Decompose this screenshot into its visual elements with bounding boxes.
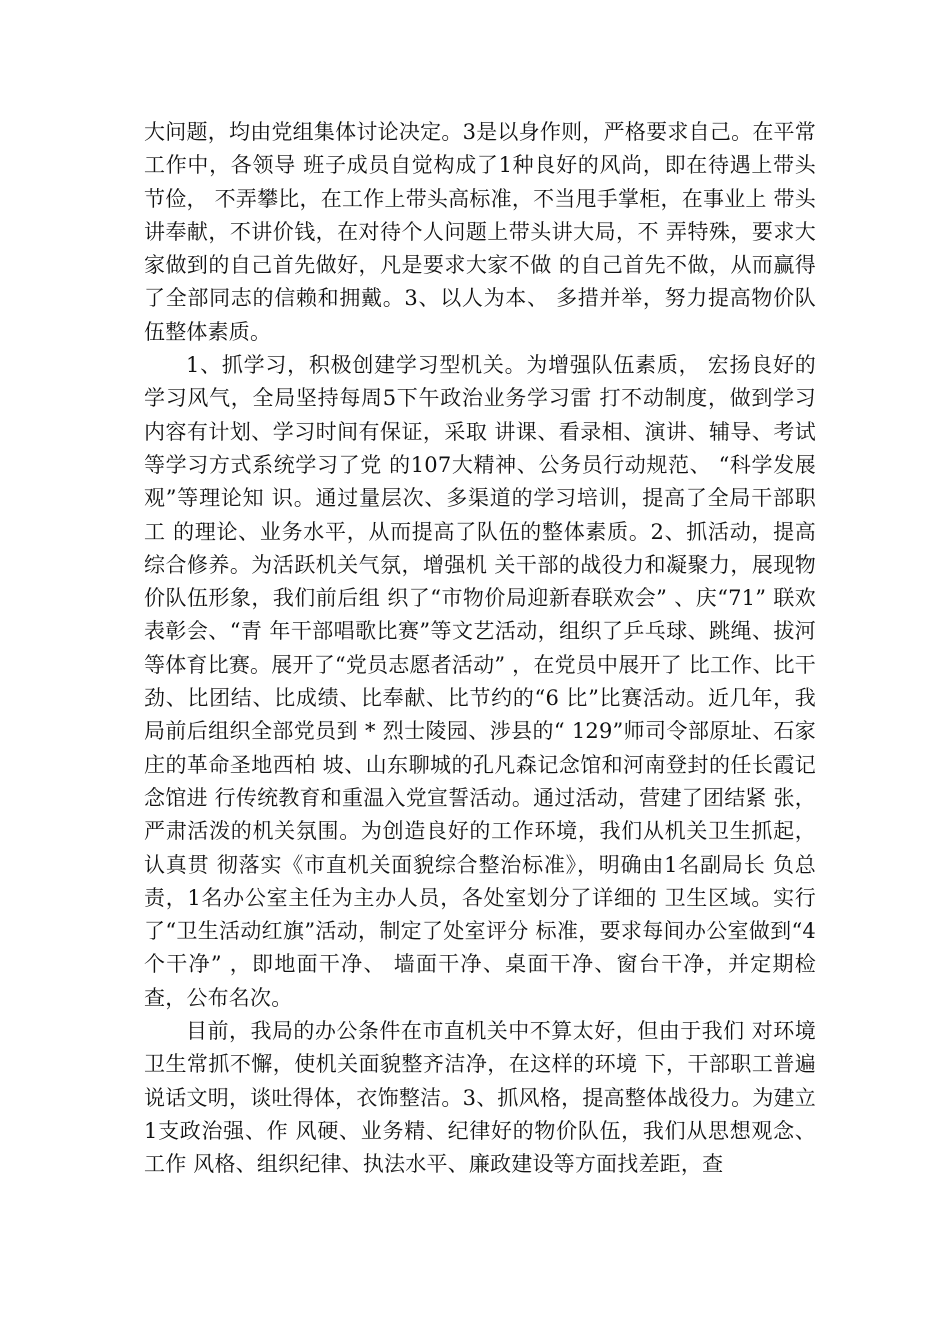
paragraph-2: 1、抓学习，积极创建学习型机关。为增强队伍素质， 宏扬良好的学习风气，全局坚持每周5下午政治业务学习雷 打不动制度，做到学习内容有计划、学习时间有保证，采取 讲课、看录相、演讲、辅导、考试等学习方式系统学习了党 的107大精神、公务员行动规范、 “科学发展观”等理论知 识。通过量层次、多渠道的学习培训，提高了全局干部职工 的理论、业务水平，从而提高了队伍的整体素质。2、抓活动，提高综合修养。为活跃机关气氛，增强机 关干部的战役力和凝聚力，展现物价队伍形象，我们前后组 织了“市物价局迎新春联欢会” 、庆“71” 联欢表彰会、“青 年干部唱歌比赛”等文艺活动，组织了乒乓球、跳绳、拔河 等体育比赛。展开了“党员志愿者活动” ，在党员中展开了 比工作、比干劲、比团结、比成绩、比奉献、比节约的“6 比”比赛活动。近几年，我局前后组织全部党员到 * 烈士陵园、涉县的“ 129”师司令部原址、石家庄的革命圣地西柏 坡、山东聊城的孔凡森记念馆和河南登封的任长霞记念馆进 行传统教育和重温入党宣誓活动。通过活动，营建了团结紧 张，严肃活泼的机关氛围。为创造良好的工作环境，我们从机关卫生抓起，认真贯 彻落实《市直机关面貌综合整治标准》，明确由1名副局长 负总责，1名办公室主任为主办人员，各处室划分了详细的 卫生区域。实行了“卫生活动红旗”活动，制定了处室评分 标准，要求每间办公室做到“4个干净” ，即地面干净、 墙面干净、桌面干净、窗台干净，并定期检查，公布名次。 [144, 353, 816, 1010]
paragraph-3: 目前，我局的办公条件在市直机关中不算太好，但由于我们 对环境卫生常抓不懈，使机关面貌整齐洁净，在这样的环境 下，干部职工普遍说话文明，谈吐得体，衣饰整洁。3、抓风格，提高整体战役力。为建立1支政治强、作 风硬、业务精、纪律好的物价队伍，我们从思想观念、工作 风格、组织纪律、执法水平、廉政建设等方面找差距，查 [144, 1019, 816, 1177]
paragraph-1: 大问题，均由党组集体讨论决定。3是以身作则，严格要求自己。在平常工作中，各领导 班子成员自觉构成了1种良好的风尚，即在待遇上带头节俭， 不弄攀比，在工作上带头高标准，不当甩手掌柜，在事业上 带头讲奉献，不讲价钱，在对待个人问题上带头讲大局，不 弄特殊，要求大家做到的自己首先做好，凡是要求大家不做 的自己首先不做，从而赢得了全部同志的信赖和拥戴。3、以人为本、 多措并举，努力提高物价队伍整体素质。 [144, 120, 816, 344]
document-page [144, 116, 816, 1182]
